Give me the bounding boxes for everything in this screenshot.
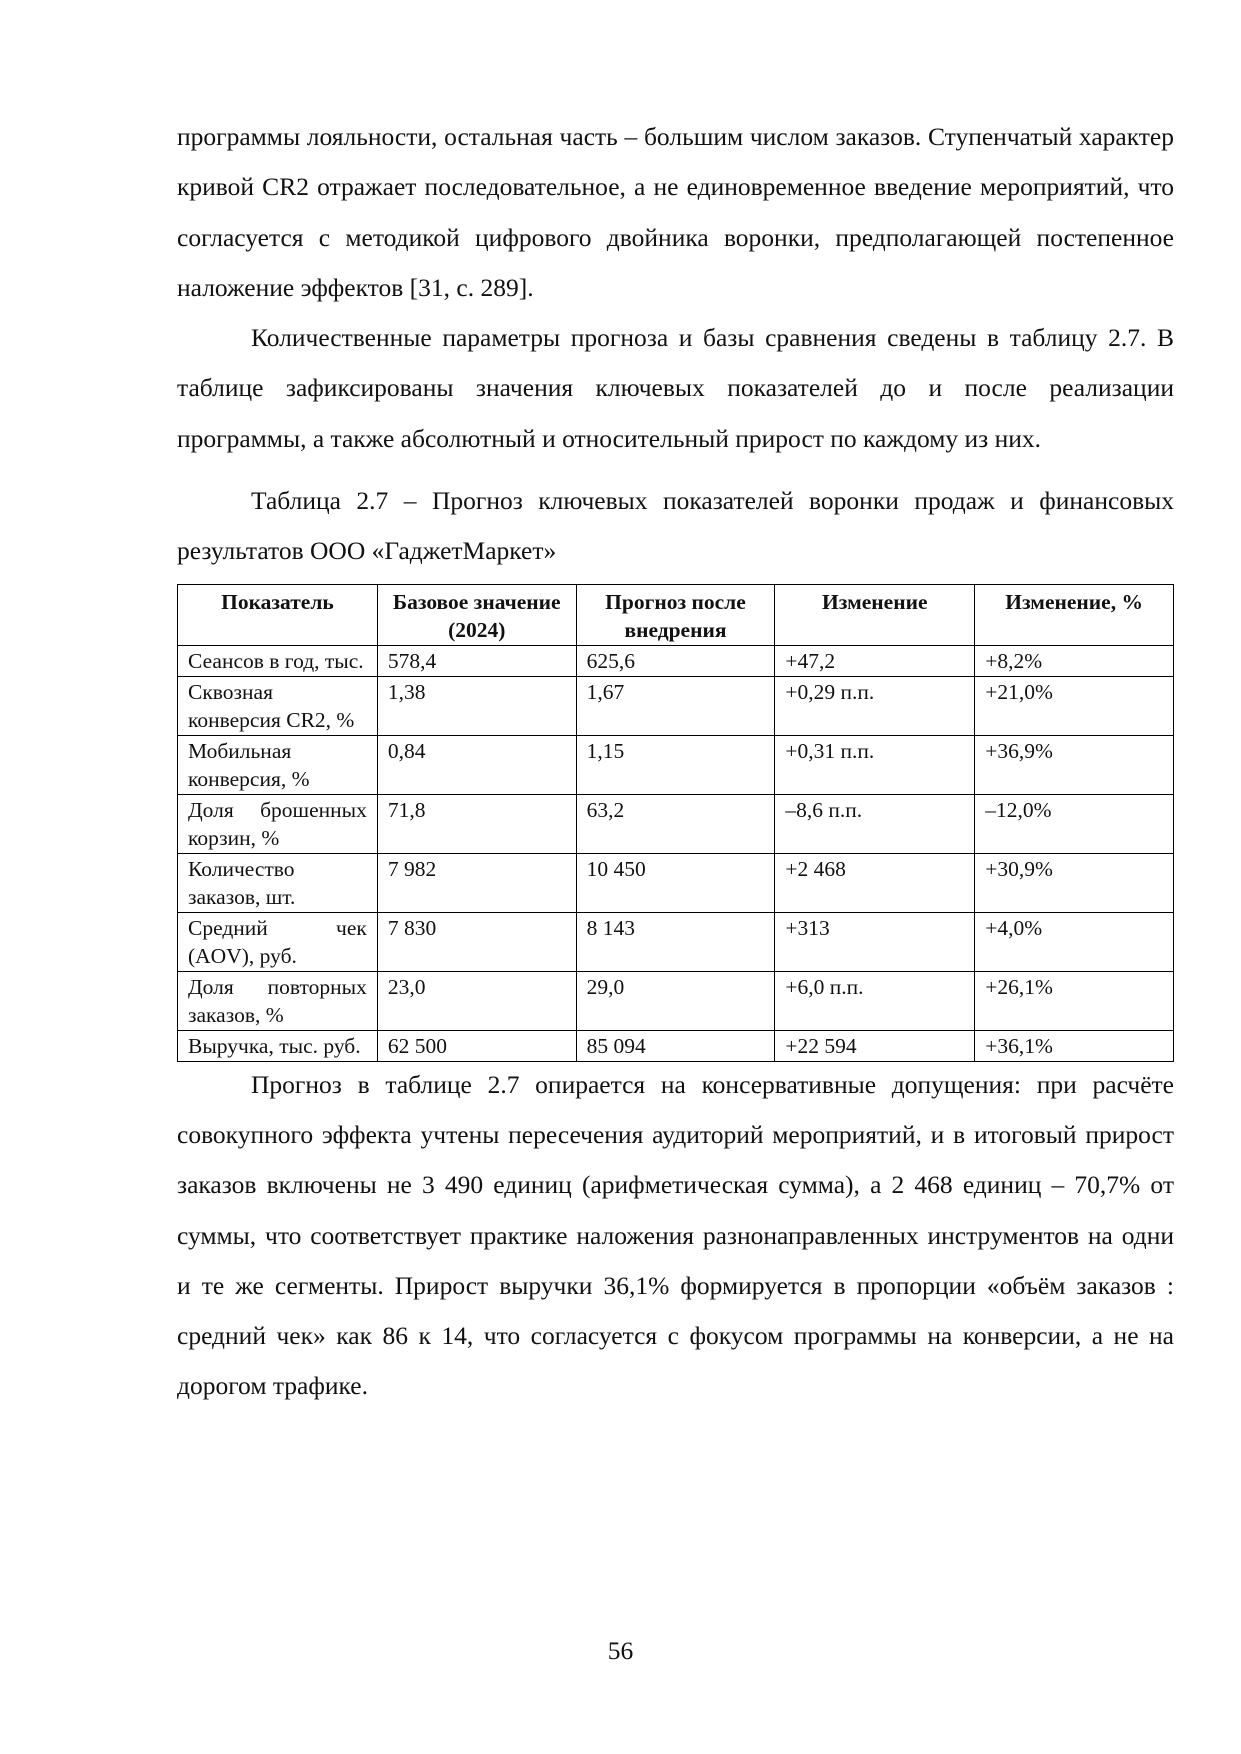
row-label: Доля повторных заказов, %	[178, 971, 378, 1030]
row-label: Выручка, тыс. руб.	[178, 1030, 378, 1061]
cell-change-percent: +30,9%	[975, 853, 1174, 912]
cell-change-percent: +36,1%	[975, 1030, 1174, 1061]
cell-forecast: 8 143	[576, 912, 775, 971]
paragraph-table-intro: Количественные параметры прогноза и базы сравнения сведены в таблицу 2.7. В таблице зафиксированы значения ключевых показателей до и после реализации программы, а также абсолютный и относительный прирост по каждому из них.	[177, 323, 1174, 453]
cell-forecast: 10 450	[576, 853, 775, 912]
cell-base: 23,0	[377, 971, 576, 1030]
cell-forecast: 1,15	[576, 735, 775, 794]
cell-forecast: 1,67	[576, 676, 775, 735]
cell-change: –8,6 п.п.	[775, 794, 975, 853]
header-change: Изменение	[775, 584, 975, 645]
header-base-value: Базовое значение (2024)	[377, 584, 576, 645]
table-row	[178, 794, 1174, 853]
table-caption: Таблица 2.7 – Прогноз ключевых показателей воронки продаж и финансовых результатов ООО «ГаджетМаркет»	[177, 486, 1174, 566]
table-row	[178, 971, 1174, 1030]
cell-change: +6,0 п.п.	[775, 971, 975, 1030]
table-row	[178, 912, 1174, 971]
cell-change: +22 594	[775, 1030, 975, 1061]
cell-forecast: 29,0	[576, 971, 775, 1030]
cell-forecast: 63,2	[576, 794, 775, 853]
cell-change-percent: –12,0%	[975, 794, 1174, 853]
forecast-table	[177, 584, 1174, 1062]
page-number: 56	[607, 1636, 634, 1665]
row-label: Доля брошенных корзин, %	[178, 794, 378, 853]
page-content	[177, 112, 1174, 1412]
cell-base: 0,84	[377, 735, 576, 794]
header-change-percent: Изменение, %	[975, 584, 1174, 645]
table-row	[178, 735, 1174, 794]
cell-change-percent: +21,0%	[975, 676, 1174, 735]
cell-change: +0,31 п.п.	[775, 735, 975, 794]
cell-change-percent: +36,9%	[975, 735, 1174, 794]
table-header-row	[178, 584, 1174, 645]
cell-change-percent: +8,2%	[975, 645, 1174, 676]
cell-base: 7 830	[377, 912, 576, 971]
cell-change-percent: +26,1%	[975, 971, 1174, 1030]
row-label: Сквозная конверсия CR2, %	[178, 676, 378, 735]
cell-forecast: 625,6	[576, 645, 775, 676]
table-row	[178, 645, 1174, 676]
cell-change: +313	[775, 912, 975, 971]
cell-change-percent: +4,0%	[975, 912, 1174, 971]
paragraph-continuation: программы лояльности, остальная часть – большим числом заказов. Ступенчатый характер кривой CR2 отражает последовательное, а не единовременное введение мероприятий, что согласуется с методикой цифрового двойника воронки, предполагающей постепенное наложение эффектов [31, с. 289].	[177, 122, 1174, 302]
row-label: Сеансов в год, тыс.	[178, 645, 378, 676]
header-indicator: Показатель	[178, 584, 378, 645]
cell-change: +2 468	[775, 853, 975, 912]
cell-change: +47,2	[775, 645, 975, 676]
cell-base: 62 500	[377, 1030, 576, 1061]
paragraph-forecast-explanation: Прогноз в таблице 2.7 опирается на консервативные допущения: при расчёте совокупного эффекта учтены пересечения аудиторий мероприятий, и в итоговый прирост заказов включены не 3 490 единиц (арифметическая сумма), а 2 468 единиц – 70,7% от суммы, что соответствует практике наложения разнонаправленных инструментов на одни и те же сегменты. Прирост выручки 36,1% формируется в пропорции «объём заказов : средний чек» как 86 к 14, что согласуется с фокусом программы на конверсии, а не на дорогом трафике.	[177, 1069, 1174, 1401]
table-row	[178, 1030, 1174, 1061]
cell-base: 578,4	[377, 645, 576, 676]
table-row	[178, 853, 1174, 912]
row-label: Количество заказов, шт.	[178, 853, 378, 912]
cell-forecast: 85 094	[576, 1030, 775, 1061]
table-row	[178, 676, 1174, 735]
cell-base: 1,38	[377, 676, 576, 735]
cell-base: 71,8	[377, 794, 576, 853]
cell-change: +0,29 п.п.	[775, 676, 975, 735]
cell-base: 7 982	[377, 853, 576, 912]
row-label: Средний чек (AOV), руб.	[178, 912, 378, 971]
row-label: Мобильная конверсия, %	[178, 735, 378, 794]
header-forecast: Прогноз после внедрения	[576, 584, 775, 645]
